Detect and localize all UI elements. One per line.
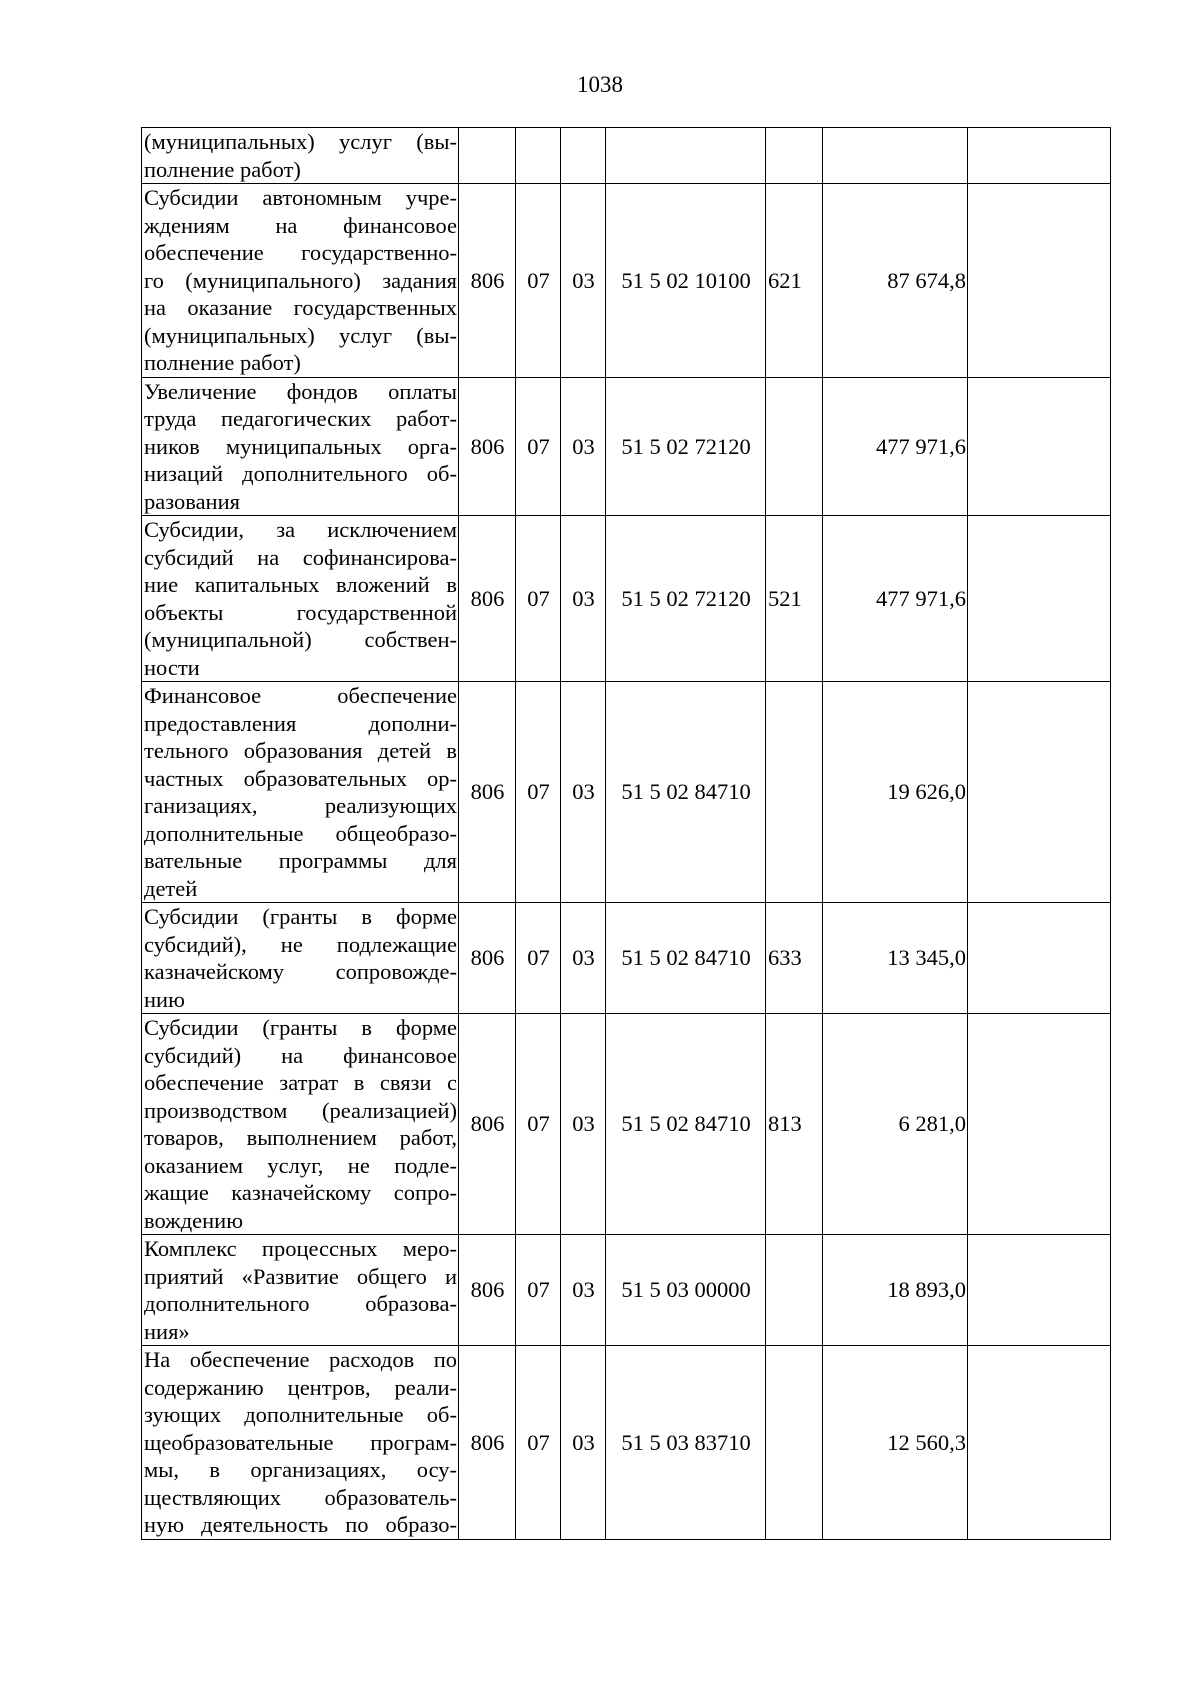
cell-extra xyxy=(968,682,1111,903)
cell-ved-code: 806 xyxy=(459,1014,516,1235)
table-body xyxy=(142,128,1111,1540)
cell-name-line: ную деятельность по образо- xyxy=(144,1512,457,1537)
cell-amount: 477 971,6 xyxy=(823,516,968,682)
cell-name-line: труда педагогических работ- xyxy=(144,406,457,431)
cell-name-line: ние капитальных вложений в xyxy=(144,572,457,597)
cell-subsection-code: 03 xyxy=(561,377,606,516)
cell-name-line: ганизациях, реализующих xyxy=(144,793,457,818)
table-row xyxy=(142,128,1111,184)
cell-name-line: зующих дополнительные об- xyxy=(144,1402,457,1427)
cell-name-line: обеспечение затрат в связи с xyxy=(144,1070,457,1095)
cell-section-code: 07 xyxy=(516,1346,561,1540)
cell-target-article: 51 5 02 72120 xyxy=(606,516,766,682)
cell-name-line: На обеспечение расходов по xyxy=(144,1347,457,1372)
cell-amount: 12 560,3 xyxy=(823,1346,968,1540)
cell-extra xyxy=(968,184,1111,378)
cell-name-line: ности xyxy=(144,654,200,680)
cell-expense-type xyxy=(766,128,823,184)
cell-name-line: низаций дополнительного об- xyxy=(144,461,457,486)
cell-expense-type: 633 xyxy=(766,903,823,1014)
cell-expense-type xyxy=(766,377,823,516)
cell-ved-code: 806 xyxy=(459,1346,516,1540)
cell-name xyxy=(142,682,459,903)
cell-amount: 87 674,8 xyxy=(823,184,968,378)
cell-name-line: ния» xyxy=(144,1318,190,1344)
table-row xyxy=(142,1014,1111,1235)
cell-name-line: мы, в организациях, осу- xyxy=(144,1457,457,1482)
cell-name-line: детей xyxy=(144,875,198,901)
cell-expense-type xyxy=(766,1235,823,1346)
cell-name xyxy=(142,516,459,682)
cell-name-line: вождению xyxy=(144,1207,244,1233)
cell-name xyxy=(142,1346,459,1540)
cell-section-code: 07 xyxy=(516,377,561,516)
cell-name-line: нию xyxy=(144,986,185,1012)
cell-extra xyxy=(968,1235,1111,1346)
cell-name-line: ждениям на финансовое xyxy=(144,212,457,238)
cell-target-article xyxy=(606,128,766,184)
cell-section-code: 07 xyxy=(516,903,561,1014)
cell-name-line: го (муниципального) задания xyxy=(144,267,457,293)
cell-amount: 477 971,6 xyxy=(823,377,968,516)
cell-name-line: ников муниципальных орга- xyxy=(144,433,457,459)
cell-name-line: полнение работ) xyxy=(144,156,301,182)
cell-name-line: (муниципальных) услуг (вы- xyxy=(144,129,457,154)
cell-ved-code: 806 xyxy=(459,1235,516,1346)
cell-name-line: товаров, выполнением работ, xyxy=(144,1125,457,1150)
cell-extra xyxy=(968,377,1111,516)
cell-target-article: 51 5 02 84710 xyxy=(606,903,766,1014)
cell-name xyxy=(142,377,459,516)
cell-name xyxy=(142,128,459,184)
cell-subsection-code xyxy=(561,128,606,184)
cell-name xyxy=(142,1235,459,1346)
cell-name-line: казначейскому сопровожде- xyxy=(144,959,457,984)
cell-subsection-code: 03 xyxy=(561,184,606,378)
cell-name-line: объекты государственной xyxy=(144,599,457,625)
budget-table xyxy=(141,127,1111,1540)
cell-name-line: приятий «Развитие общего и xyxy=(144,1263,457,1289)
table-row xyxy=(142,184,1111,378)
cell-subsection-code: 03 xyxy=(561,1014,606,1235)
cell-target-article: 51 5 02 84710 xyxy=(606,682,766,903)
cell-name-line: Субсидии, за исключением xyxy=(144,517,457,542)
cell-name xyxy=(142,184,459,378)
cell-name-line: (муниципальных) услуг (вы- xyxy=(144,322,457,348)
cell-amount: 18 893,0 xyxy=(823,1235,968,1346)
cell-name-line: оказанием услуг, не подле- xyxy=(144,1152,457,1178)
table-row xyxy=(142,903,1111,1014)
table-row xyxy=(142,1235,1111,1346)
cell-amount: 19 626,0 xyxy=(823,682,968,903)
cell-name-line: Субсидии (гранты в форме xyxy=(144,904,457,929)
cell-target-article: 51 5 02 72120 xyxy=(606,377,766,516)
table-row xyxy=(142,516,1111,682)
cell-expense-type: 621 xyxy=(766,184,823,378)
cell-extra xyxy=(968,516,1111,682)
cell-ved-code: 806 xyxy=(459,516,516,682)
cell-ved-code: 806 xyxy=(459,903,516,1014)
cell-expense-type: 521 xyxy=(766,516,823,682)
cell-name-line: субсидий на софинансирова- xyxy=(144,544,457,570)
cell-name-line: жащие казначейскому сопро- xyxy=(144,1180,457,1205)
cell-subsection-code: 03 xyxy=(561,516,606,682)
cell-ved-code xyxy=(459,128,516,184)
cell-section-code: 07 xyxy=(516,516,561,682)
cell-expense-type xyxy=(766,682,823,903)
cell-target-article: 51 5 03 00000 xyxy=(606,1235,766,1346)
cell-section-code: 07 xyxy=(516,1014,561,1235)
cell-section-code: 07 xyxy=(516,682,561,903)
cell-subsection-code: 03 xyxy=(561,1346,606,1540)
cell-name-line: субсидий), не подлежащие xyxy=(144,931,457,957)
cell-target-article: 51 5 02 10100 xyxy=(606,184,766,378)
table-row xyxy=(142,377,1111,516)
cell-ved-code: 806 xyxy=(459,682,516,903)
cell-amount: 13 345,0 xyxy=(823,903,968,1014)
cell-name-line: на оказание государственных xyxy=(144,295,457,320)
cell-name-line: разования xyxy=(144,488,240,514)
cell-section-code: 07 xyxy=(516,184,561,378)
cell-amount: 6 281,0 xyxy=(823,1014,968,1235)
cell-subsection-code: 03 xyxy=(561,903,606,1014)
cell-target-article: 51 5 02 84710 xyxy=(606,1014,766,1235)
cell-name xyxy=(142,1014,459,1235)
cell-target-article: 51 5 03 83710 xyxy=(606,1346,766,1540)
cell-name-line: щеобразовательные програм- xyxy=(144,1429,457,1455)
cell-section-code xyxy=(516,128,561,184)
cell-extra xyxy=(968,1346,1111,1540)
table-row xyxy=(142,682,1111,903)
cell-name-line: вательные программы для xyxy=(144,848,457,873)
cell-name-line: содержанию центров, реали- xyxy=(144,1374,457,1400)
cell-amount xyxy=(823,128,968,184)
cell-name-line: дополнительные общеобразо- xyxy=(144,820,457,846)
cell-name-line: обеспечение государственно- xyxy=(144,240,457,265)
cell-ved-code: 806 xyxy=(459,377,516,516)
cell-name-line: предоставления дополни- xyxy=(144,710,457,736)
cell-name-line: (муниципальной) собствен- xyxy=(144,627,457,652)
cell-name-line: дополнительного образова- xyxy=(144,1291,457,1316)
cell-extra xyxy=(968,1014,1111,1235)
cell-expense-type xyxy=(766,1346,823,1540)
cell-name-line: полнение работ) xyxy=(144,350,301,375)
cell-name-line: Субсидии (гранты в форме xyxy=(144,1015,457,1040)
cell-extra xyxy=(968,903,1111,1014)
cell-subsection-code: 03 xyxy=(561,682,606,903)
cell-extra xyxy=(968,128,1111,184)
cell-name-line: Увеличение фондов оплаты xyxy=(144,378,457,404)
cell-expense-type: 813 xyxy=(766,1014,823,1235)
cell-name xyxy=(142,903,459,1014)
cell-name-line: Комплекс процессных меро- xyxy=(144,1236,457,1261)
cell-name-line: тельного образования детей в xyxy=(144,738,457,763)
page-number: 1038 xyxy=(577,72,623,97)
cell-name-line: производством (реализацией) xyxy=(144,1097,457,1123)
cell-section-code: 07 xyxy=(516,1235,561,1346)
cell-name-line: частных образовательных ор- xyxy=(144,765,457,791)
table-row xyxy=(142,1346,1111,1540)
cell-subsection-code: 03 xyxy=(561,1235,606,1346)
cell-name-line: Субсидии автономным учре- xyxy=(144,185,457,210)
cell-ved-code: 806 xyxy=(459,184,516,378)
cell-name-line: ществляющих образователь- xyxy=(144,1484,457,1510)
cell-name-line: Финансовое обеспечение xyxy=(144,683,457,708)
cell-name-line: субсидий) на финансовое xyxy=(144,1042,457,1068)
